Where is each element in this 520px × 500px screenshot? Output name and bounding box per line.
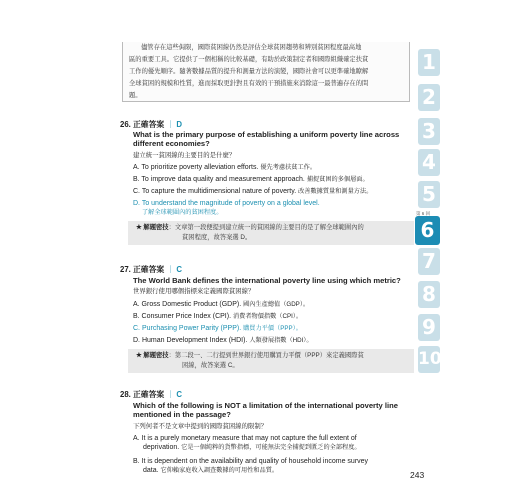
question-title-line: mentioned in the passage? <box>133 410 231 419</box>
passage-line: 工作的優先順序。隨著數據品質的提升和測量方法的演變，國際社會可以更準確地瞭解 <box>129 68 369 75</box>
question-number: 26. 正確答案 <box>120 120 165 129</box>
chapter-tab-1[interactable]: 1 <box>418 49 440 76</box>
star-icon: ★ <box>136 352 142 359</box>
question-translation: 世界銀行使用哪個指標來定義國際貧困線？ <box>133 288 255 295</box>
explanation-text: 貧困程度，故答案選 D。 <box>182 234 252 241</box>
option-text: A. It is a purely monetary measure that may not capture the full extent of <box>133 435 357 442</box>
chapter-tab-4[interactable]: 4 <box>418 149 440 176</box>
page-number: 243 <box>410 470 425 480</box>
passage-line: 全球貧困的規模和性質，進而採取更針對且有效的干預措施來消除這一最普遍存在的問 <box>129 80 369 87</box>
option-translation: 捕捉貧困的多個層面。 <box>306 176 369 183</box>
question-title-line: Which of the following is NOT a limitation of the international poverty line <box>133 401 398 410</box>
chapter-label: 第 6 回 <box>416 211 431 216</box>
option-text: data. <box>143 467 159 474</box>
option-text: A. To prioritize poverty alleviation efforts. <box>133 164 259 171</box>
chapter-tab-6-active[interactable]: 6 <box>415 216 440 245</box>
passage-line: 儘管存在這些侷限，國際貧困線仍然是評估全球貧困趨勢和辨別貧困程度最高地 <box>141 44 362 51</box>
explanation-label: 解題密技 <box>143 224 169 231</box>
option-translation: 了解全球範圍內的貧困程度。 <box>142 209 223 216</box>
option-translation: 優先考慮扶貧工作。 <box>260 164 317 171</box>
star-icon: ★ <box>136 224 142 231</box>
option-text: A. Gross Domestic Product (GDP). <box>133 301 242 308</box>
question-title-line: What is the primary purpose of establishing a uniform poverty line across <box>133 130 400 139</box>
question-number: 28. 正確答案 <box>120 390 165 399</box>
option-a <box>133 163 418 172</box>
chapter-tab-2[interactable]: 2 <box>418 84 440 111</box>
question-translation: 建立統一貧困線的主要目的是什麼？ <box>133 152 236 159</box>
question-title <box>133 276 413 285</box>
chapter-tab-5[interactable]: 5 <box>418 181 440 208</box>
option-translation: 購買力平價（PPP）。 <box>243 325 302 332</box>
option-text: C. To capture the multidimensional nature of poverty. <box>133 188 297 195</box>
chapter-tab-9[interactable]: 9 <box>418 314 440 341</box>
chapter-tab-7[interactable]: 7 <box>418 248 440 275</box>
explanation-text: ：第二段一、二行提到世界銀行使用購買力平價（PPP）來定義國際貧 <box>168 352 364 359</box>
question-title <box>133 130 413 148</box>
chapter-tab-10[interactable]: 10 <box>418 346 440 373</box>
option-translation: 人類發展指數（HDI）。 <box>249 337 313 344</box>
passage-line: 區的重要工具。它提供了一個相稱的比較基礎，有助於政策制定者和國際組織確定扶貧 <box>129 56 369 63</box>
explanation-text: ：文章第一段便提到建立統一的貧困線的主要目的是了解全球範圍內的 <box>168 224 364 231</box>
explanation-box <box>128 349 414 373</box>
option-c-correct <box>133 324 418 333</box>
option-a <box>133 434 418 452</box>
option-b <box>133 175 418 184</box>
answer-heading: 26. 正確答案 ｜ D <box>120 120 182 129</box>
question-translation: 下列何者不是文章中提到的國際貧困線的限制？ <box>133 423 268 430</box>
option-translation: 它是一個純粹的貨幣指標，可能無法完全捕捉到匱乏的全部程度。 <box>181 444 361 451</box>
option-translation: 消費者物價指數（CPI）。 <box>232 313 303 320</box>
explanation-label: 解題密技 <box>143 352 169 359</box>
option-text: B. To improve data quality and measurement approach. <box>133 176 305 183</box>
answer-letter: C <box>176 265 182 274</box>
option-text: D. Human Development Index (HDI). <box>133 337 248 344</box>
question-number: 27. 正確答案 <box>120 265 165 274</box>
answer-heading: 27. 正確答案 ｜ C <box>120 265 182 274</box>
question-title-line: different economies? <box>133 139 210 148</box>
question-title <box>133 401 413 419</box>
option-translation: 國內生產總值（GDP）。 <box>243 301 310 308</box>
option-text: B. Consumer Price Index (CPI). <box>133 313 232 320</box>
answer-letter: D <box>176 120 182 129</box>
option-text: deprivation. <box>143 444 180 451</box>
option-text: B. It is dependent on the availability and quality of household income survey <box>133 458 369 465</box>
option-b <box>133 312 418 321</box>
option-c <box>133 187 418 196</box>
option-a <box>133 300 418 309</box>
option-text: C. Purchasing Power Parity (PPP). <box>133 325 242 332</box>
option-b <box>133 457 418 475</box>
answer-letter: C <box>176 390 182 399</box>
explanation-text: 困線，故答案選 C。 <box>182 362 239 369</box>
passage-box <box>122 42 410 102</box>
passage-line: 題。 <box>129 92 142 99</box>
option-text: D. To understand the magnitude of poverty on a global level. <box>133 200 320 207</box>
option-d-correct <box>133 199 418 217</box>
chapter-tab-8[interactable]: 8 <box>418 281 440 308</box>
chapter-tab-3[interactable]: 3 <box>418 118 440 145</box>
option-d <box>133 336 418 345</box>
explanation-box <box>128 221 414 245</box>
answer-heading: 28. 正確答案 ｜ C <box>120 390 182 399</box>
option-translation: 它仰賴家庭收入調查數據的可用性和品質。 <box>160 467 279 474</box>
question-title-line: The World Bank defines the international poverty line using which metric? <box>133 276 401 285</box>
option-translation: 改善數據質量和測量方法。 <box>298 188 373 195</box>
